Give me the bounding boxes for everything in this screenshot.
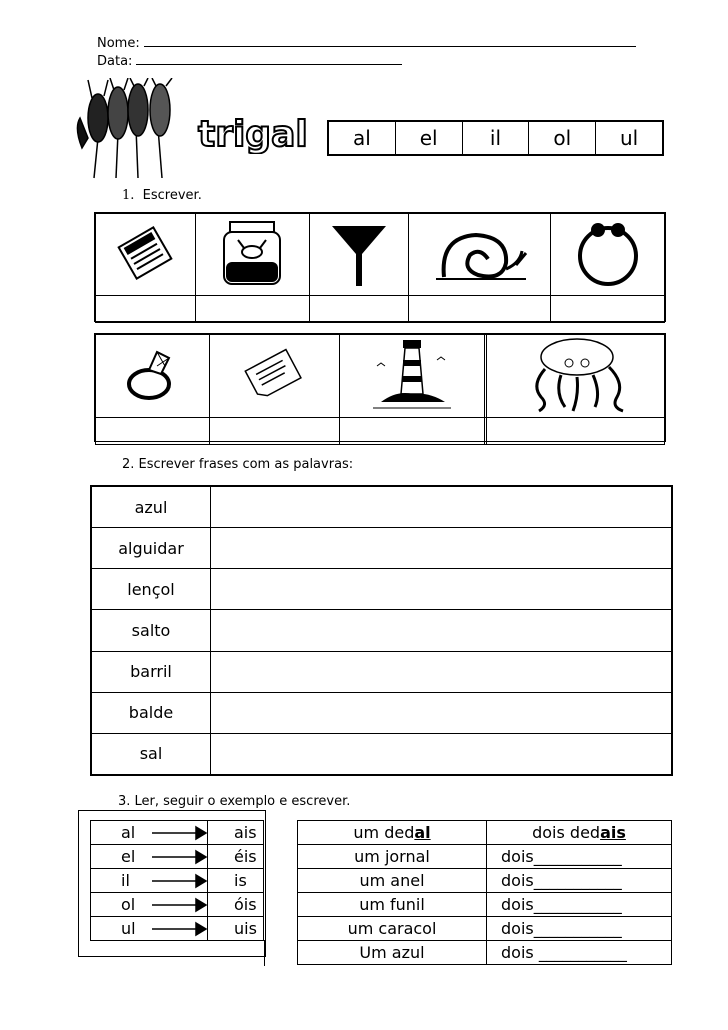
date-label: Data: — [97, 54, 133, 69]
answer-cell[interactable] — [209, 418, 339, 445]
name-label: Nome: — [97, 36, 140, 51]
picture-cell — [339, 335, 485, 418]
date-row — [97, 52, 402, 69]
syllable: ol — [528, 122, 595, 154]
singular-ending: el — [91, 845, 208, 869]
word-cell: balde — [92, 692, 211, 733]
singular-ending: ol — [91, 893, 208, 917]
octopus-icon — [521, 335, 631, 413]
arrows — [150, 822, 210, 942]
word-cell: sal — [92, 733, 211, 774]
word-cell: alguidar — [92, 528, 211, 569]
answer-cell[interactable] — [96, 296, 196, 323]
picture-cell — [96, 214, 196, 296]
word-cell: salto — [92, 610, 211, 651]
answer-cell[interactable] — [339, 418, 485, 445]
sentence-table — [90, 485, 673, 776]
example-table — [297, 820, 672, 965]
frame-divider — [264, 940, 265, 966]
sentence-field[interactable] — [211, 487, 672, 528]
plural-answer[interactable]: dois___________ — [487, 869, 672, 893]
sentence-field[interactable] — [211, 692, 672, 733]
word-cell: azul — [92, 487, 211, 528]
picture-cell — [195, 214, 309, 296]
syllable: il — [462, 122, 529, 154]
arrow-right-icon — [196, 851, 206, 863]
arrow-right-icon — [196, 899, 206, 911]
paper-note-icon — [234, 344, 314, 404]
singular-ending: al — [91, 821, 208, 845]
plural-answer[interactable]: dois___________ — [487, 845, 672, 869]
snail-icon — [430, 223, 530, 283]
plural-ending: is — [208, 869, 264, 893]
section3-heading: 3. Ler, seguir o exemplo e escrever. — [118, 794, 351, 809]
arrow-right-icon — [196, 875, 206, 887]
name-row — [97, 34, 636, 51]
arrow-right-icon — [196, 827, 206, 839]
answer-cell[interactable] — [551, 296, 665, 323]
newspaper-icon — [110, 223, 180, 283]
picture-cell — [309, 214, 409, 296]
answer-cell[interactable] — [409, 296, 551, 323]
word-cell: barril — [92, 651, 211, 692]
singular-ending: il — [91, 869, 208, 893]
plural-ending: óis — [208, 893, 264, 917]
syllable: al — [352, 126, 371, 150]
answer-cell[interactable] — [96, 418, 210, 445]
singular-word: um anel — [298, 869, 487, 893]
singular-word: Um azul — [298, 941, 487, 965]
plural-answer[interactable]: dois___________ — [487, 893, 672, 917]
ring-hoop-icon — [568, 218, 648, 288]
syllable-box — [327, 120, 664, 156]
section1-number: 1. — [122, 188, 135, 203]
picture-cell — [96, 335, 210, 418]
sentence-field[interactable] — [211, 569, 672, 610]
singular-ending: ul — [91, 917, 208, 941]
plural-ending: uis — [208, 917, 264, 941]
picture-cell — [409, 214, 551, 296]
sentence-field[interactable] — [211, 610, 672, 651]
name-field[interactable] — [144, 34, 636, 47]
picture-grid-1 — [94, 212, 666, 322]
answer-cell[interactable] — [309, 296, 409, 323]
date-field[interactable] — [136, 52, 402, 65]
section1-label: Escrever. — [142, 188, 202, 203]
lighthouse-icon — [367, 336, 457, 412]
sentence-field[interactable] — [211, 528, 672, 569]
section1-heading — [122, 188, 202, 203]
example-plural: dois dedais — [487, 821, 672, 845]
title-word — [194, 114, 314, 154]
plural-answer[interactable]: dois ___________ — [487, 941, 672, 965]
plural-ending: ais — [208, 821, 264, 845]
singular-word: um caracol — [298, 917, 487, 941]
sentence-field[interactable] — [211, 733, 672, 774]
plural-answer[interactable]: dois___________ — [487, 917, 672, 941]
singular-word: um jornal — [298, 845, 487, 869]
funnel-icon — [324, 218, 394, 288]
picture-cell — [551, 214, 665, 296]
picture-cell — [487, 335, 665, 418]
singular-word: um funil — [298, 893, 487, 917]
wheat-icon — [74, 78, 194, 180]
ring-icon — [117, 344, 187, 404]
word-cell: lençol — [92, 569, 211, 610]
sentence-field[interactable] — [211, 651, 672, 692]
example-singular: um dedal — [298, 821, 487, 845]
title-word-text: trigal — [198, 114, 308, 154]
section2-heading: 2. Escrever frases com as palavras: — [122, 457, 354, 472]
plural-ending: éis — [208, 845, 264, 869]
picture-cell — [209, 335, 339, 418]
picture-grid-2 — [94, 333, 666, 442]
answer-cell[interactable] — [195, 296, 309, 323]
syllable: ul — [595, 122, 662, 154]
answer-cell[interactable] — [487, 418, 665, 445]
syllable: el — [395, 122, 462, 154]
arrow-right-icon — [196, 923, 206, 935]
honey-jar-icon — [212, 218, 292, 288]
